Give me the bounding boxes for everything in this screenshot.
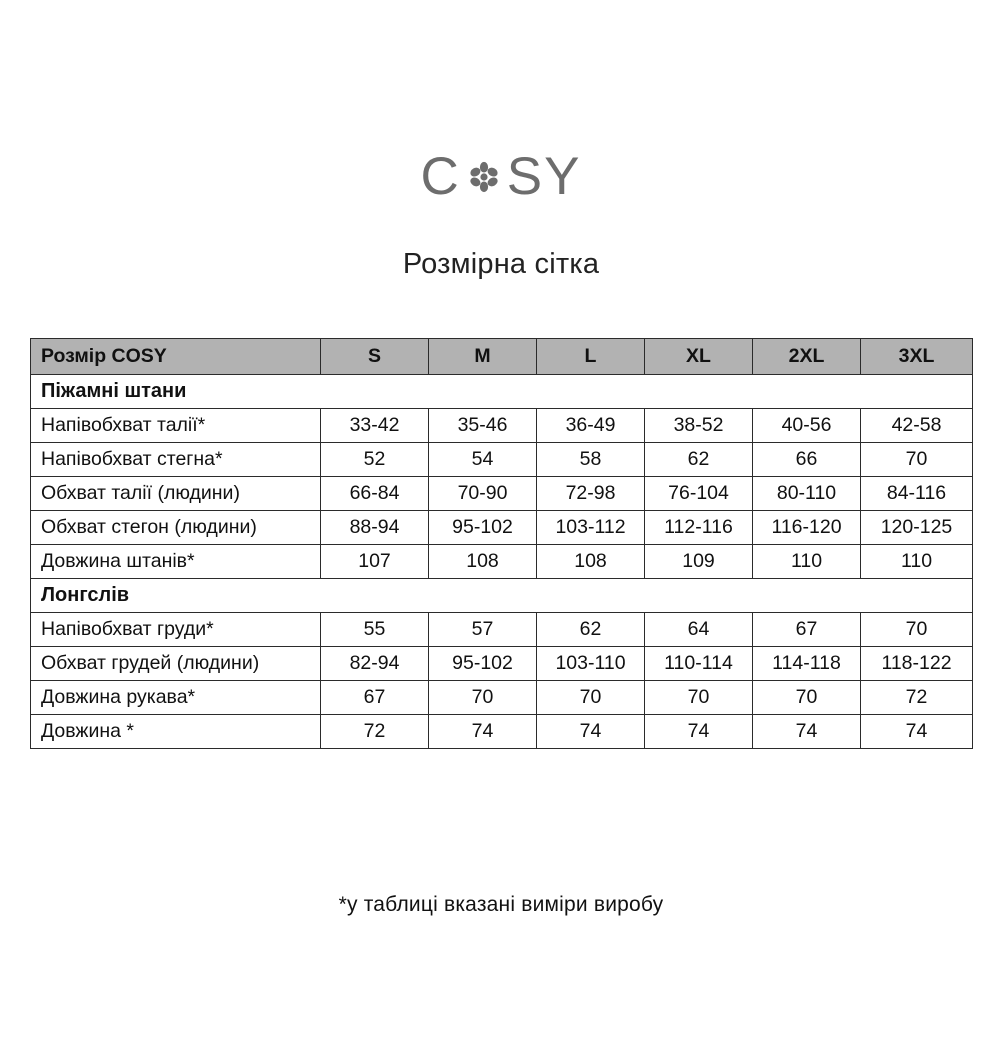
- flower-icon: [464, 157, 504, 197]
- cell-3xl: 120-125: [861, 511, 973, 545]
- table-header-row: [31, 339, 973, 375]
- header-cell-2xl: 2XL: [753, 339, 861, 375]
- logo-text-right: SY: [506, 147, 582, 206]
- table-section-row: [31, 375, 973, 409]
- cell-3xl: 72: [861, 681, 973, 715]
- cell-2xl: 67: [753, 613, 861, 647]
- cell-m: 70-90: [429, 477, 537, 511]
- cell-m: 57: [429, 613, 537, 647]
- row-label: Напівобхват стегна*: [31, 443, 321, 477]
- cell-xl: 38-52: [645, 409, 753, 443]
- row-label: Обхват талії (людини): [31, 477, 321, 511]
- cell-l: 62: [537, 613, 645, 647]
- section-title-longsleeve: Лонгслів: [31, 579, 973, 613]
- table-row: [31, 409, 973, 443]
- table-section-row: [31, 579, 973, 613]
- cell-l: 72-98: [537, 477, 645, 511]
- cell-l: 70: [537, 681, 645, 715]
- size-table: [30, 338, 973, 749]
- cell-xl: 70: [645, 681, 753, 715]
- cell-2xl: 66: [753, 443, 861, 477]
- page-title: Розмірна сітка: [402, 248, 600, 280]
- cell-xl: 76-104: [645, 477, 753, 511]
- table-row: [31, 477, 973, 511]
- cell-3xl: 84-116: [861, 477, 973, 511]
- table-row: [31, 545, 973, 579]
- header-cell-l: L: [537, 339, 645, 375]
- cell-3xl: 118-122: [861, 647, 973, 681]
- row-label: Обхват грудей (людини): [31, 647, 321, 681]
- cell-m: 95-102: [429, 647, 537, 681]
- cell-s: 67: [321, 681, 429, 715]
- cell-m: 35-46: [429, 409, 537, 443]
- row-label: Довжина *: [31, 715, 321, 749]
- cell-s: 82-94: [321, 647, 429, 681]
- cell-m: 54: [429, 443, 537, 477]
- cell-3xl: 110: [861, 545, 973, 579]
- footnote: *у таблиці вказані виміри виробу: [338, 893, 664, 916]
- cell-l: 74: [537, 715, 645, 749]
- cell-2xl: 70: [753, 681, 861, 715]
- table-row: [31, 443, 973, 477]
- logo-text-left: C: [420, 147, 461, 206]
- header-cell-s: S: [321, 339, 429, 375]
- cell-xl: 64: [645, 613, 753, 647]
- cell-s: 66-84: [321, 477, 429, 511]
- header-cell-label: Розмір COSY: [31, 339, 321, 375]
- cell-2xl: 114-118: [753, 647, 861, 681]
- cell-s: 52: [321, 443, 429, 477]
- header-cell-m: M: [429, 339, 537, 375]
- table-row: [31, 647, 973, 681]
- cell-l: 103-110: [537, 647, 645, 681]
- cell-s: 72: [321, 715, 429, 749]
- cell-m: 70: [429, 681, 537, 715]
- cell-xl: 112-116: [645, 511, 753, 545]
- cell-s: 55: [321, 613, 429, 647]
- section-title-pants: Піжамні штани: [31, 375, 973, 409]
- cell-2xl: 74: [753, 715, 861, 749]
- cell-xl: 109: [645, 545, 753, 579]
- header-cell-xl: XL: [645, 339, 753, 375]
- row-label: Напівобхват талії*: [31, 409, 321, 443]
- cell-2xl: 40-56: [753, 409, 861, 443]
- table-row: [31, 613, 973, 647]
- cell-3xl: 74: [861, 715, 973, 749]
- brand-logo: [0, 147, 1002, 206]
- cell-xl: 110-114: [645, 647, 753, 681]
- row-label: Обхват стегон (людини): [31, 511, 321, 545]
- cell-m: 74: [429, 715, 537, 749]
- size-table-container: [30, 338, 972, 749]
- cell-3xl: 70: [861, 613, 973, 647]
- cell-xl: 74: [645, 715, 753, 749]
- cell-s: 33-42: [321, 409, 429, 443]
- cell-m: 95-102: [429, 511, 537, 545]
- cell-s: 107: [321, 545, 429, 579]
- cell-2xl: 110: [753, 545, 861, 579]
- table-row: [31, 511, 973, 545]
- row-label: Довжина рукава*: [31, 681, 321, 715]
- logo-lockup: [420, 147, 582, 206]
- row-label: Напівобхват груди*: [31, 613, 321, 647]
- cell-3xl: 70: [861, 443, 973, 477]
- cell-l: 103-112: [537, 511, 645, 545]
- table-row: [31, 715, 973, 749]
- cell-xl: 62: [645, 443, 753, 477]
- cell-l: 108: [537, 545, 645, 579]
- cell-l: 36-49: [537, 409, 645, 443]
- cell-s: 88-94: [321, 511, 429, 545]
- cell-l: 58: [537, 443, 645, 477]
- cell-3xl: 42-58: [861, 409, 973, 443]
- header-cell-3xl: 3XL: [861, 339, 973, 375]
- row-label: Довжина штанів*: [31, 545, 321, 579]
- table-row: [31, 681, 973, 715]
- cell-m: 108: [429, 545, 537, 579]
- cell-2xl: 116-120: [753, 511, 861, 545]
- cell-2xl: 80-110: [753, 477, 861, 511]
